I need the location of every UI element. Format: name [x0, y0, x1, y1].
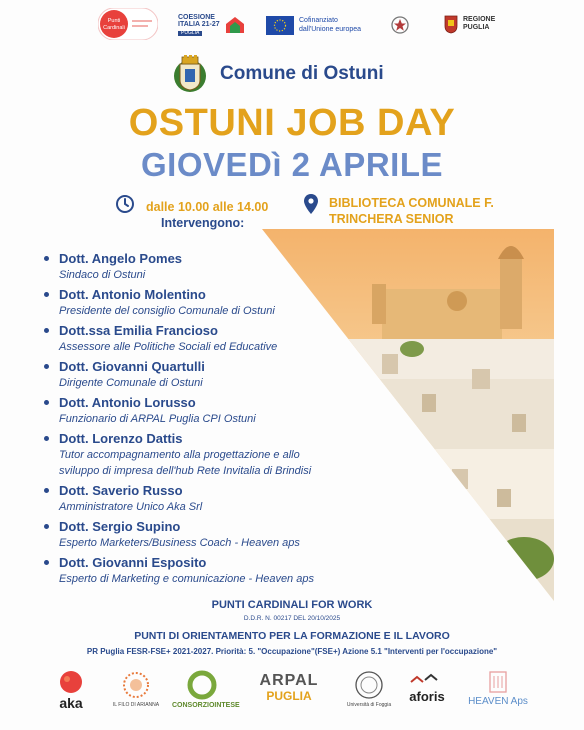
aka-label: aka [59, 695, 83, 711]
unifg-logo [344, 670, 394, 708]
repubblica-emblem-icon [390, 14, 410, 36]
speaker-item [44, 482, 424, 515]
speaker-item [44, 286, 424, 319]
svg-text:Cardinali: Cardinali [103, 25, 125, 31]
speaker-name: Dott. Lorenzo Dattis [59, 431, 183, 446]
event-date: GIOVEDì 2 APRILE [140, 146, 443, 183]
speaker-role: Tutor accompagnamento alla progettazione e allo [59, 449, 300, 461]
arpal-label: ARPAL [259, 672, 319, 689]
clock-icon [115, 194, 135, 214]
heaven-label: HEAVEN Aps [468, 696, 528, 707]
ostuni-coat-of-arms-icon [172, 54, 208, 94]
speaker-role: Amministratore Unico Aka Srl [59, 501, 203, 513]
eu-line2: dall'Unione europea [299, 25, 362, 33]
filo-arianna-icon [121, 670, 151, 700]
partner-logos [0, 670, 584, 720]
speaker-name: Dott. Saverio Russo [59, 483, 183, 498]
location-pin-icon [303, 193, 319, 215]
speaker-name: Dott.ssa Emilia Francioso [59, 323, 218, 338]
svg-text:Punti: Punti [107, 18, 121, 24]
bullet-icon [44, 400, 49, 405]
filo-arianna-label: IL FILO DI ARIANNA [112, 702, 160, 708]
filo-arianna-logo [112, 670, 160, 708]
arpal-puglia-label: PUGLIA [266, 689, 312, 703]
footer-program: PUNTI CARDINALI FOR WORK [211, 599, 373, 611]
speaker-name: Dott. Giovanni Esposito [59, 555, 207, 570]
speaker-item [44, 250, 424, 283]
intervengono-label: Intervengono: [161, 216, 245, 230]
consorzio-intese-logo [172, 670, 240, 709]
location-line1: BIBLIOTECA COMUNALE F. [329, 196, 494, 210]
speaker-item [44, 430, 424, 479]
arpal-puglia-logo [250, 672, 328, 703]
eu-flag-icon [266, 16, 294, 35]
aka-icon [56, 670, 86, 694]
speaker-name: Dott. Sergio Supino [59, 519, 181, 534]
regione-line1: REGIONE [463, 16, 496, 24]
speaker-role-line2: sviluppo di impresa dell'hub Rete Invitalia di Brindisi [59, 465, 312, 477]
bullet-icon [44, 364, 49, 369]
punti-cardinali-logo [98, 8, 158, 40]
speaker-name: Dott. Antonio Molentino [59, 287, 206, 302]
event-location [329, 195, 494, 227]
footer-ddr: D.D.R. N. 00217 DEL 20/10/2025 [243, 615, 341, 622]
header-logos [0, 6, 584, 46]
aka-logo [56, 670, 86, 710]
footer-pr-puglia: PR Puglia FESR-FSE+ 2021-2027. Priorità: 5. "Occupazione"(FSE+) Azione 5.1 "Interventi per l'occupazione" [86, 647, 498, 656]
bullet-icon [44, 524, 49, 529]
eu-line1: Cofinanziato [299, 17, 338, 25]
speaker-item [44, 518, 424, 551]
bullet-icon [44, 292, 49, 297]
eu-logo [266, 16, 361, 35]
coesione-icon [225, 16, 245, 34]
bullet-icon [44, 488, 49, 493]
speaker-role: Sindaco di Ostuni [59, 269, 146, 281]
heaven-aps-logo [460, 670, 536, 708]
coesione-line1: COESIONE [178, 14, 215, 21]
punti-cardinali-icon [98, 8, 158, 40]
aforis-label: aforis [409, 689, 445, 704]
speaker-name: Dott. Giovanni Quartulli [59, 359, 205, 374]
bullet-icon [44, 256, 49, 261]
unifg-seal-icon [354, 670, 384, 700]
speaker-item [44, 322, 424, 355]
bullet-icon [44, 436, 49, 441]
footer-orientamento: PUNTI DI ORIENTAMENTO PER LA FORMAZIONE E IL LAVORO [134, 630, 450, 642]
aforis-birds-icon [407, 672, 447, 688]
unifg-label: Università di Foggia [346, 702, 392, 708]
regione-line2: PUGLIA [463, 24, 490, 31]
consorzio-label: CONSORZIOINTESE [172, 702, 240, 709]
comune-header [172, 54, 384, 94]
coesione-logo [178, 14, 245, 36]
location-line2: TRINCHERA SENIOR [329, 212, 454, 226]
repubblica-logo [390, 14, 410, 36]
consorzio-ring-icon [186, 670, 218, 700]
speakers-list [44, 250, 424, 590]
bullet-icon [44, 560, 49, 565]
aforis-logo [402, 672, 452, 704]
bullet-icon [44, 328, 49, 333]
regione-shield-icon [444, 14, 458, 34]
speaker-role: Esperto di Marketing e comunicazione - Heaven aps [59, 573, 314, 585]
speaker-role: Esperto Marketers/Business Coach - Heaven aps [59, 537, 300, 549]
coesione-line3: PUGLIA [178, 31, 202, 36]
speaker-name: Dott. Angelo Pomes [59, 251, 183, 266]
speaker-role: Assessore alle Politiche Sociali ed Educative [59, 341, 278, 353]
speaker-item [44, 554, 424, 587]
regione-puglia-logo [444, 14, 495, 34]
speaker-role: Presidente del consiglio Comunale di Ostuni [59, 305, 275, 317]
coesione-line2: ITALIA 21-27 [178, 21, 220, 29]
comune-name: Comune di Ostuni [220, 63, 384, 84]
speaker-item [44, 358, 424, 391]
speaker-role: Funzionario di ARPAL Puglia CPI Ostuni [59, 413, 256, 425]
event-title: OSTUNI JOB DAY [128, 102, 456, 144]
event-time: dalle 10.00 alle 14.00 [146, 200, 269, 214]
speaker-role: Dirigente Comunale di Ostuni [59, 377, 203, 389]
speaker-name: Dott. Antonio Lorusso [59, 395, 196, 410]
heaven-icon [486, 670, 510, 694]
speaker-item [44, 394, 424, 427]
